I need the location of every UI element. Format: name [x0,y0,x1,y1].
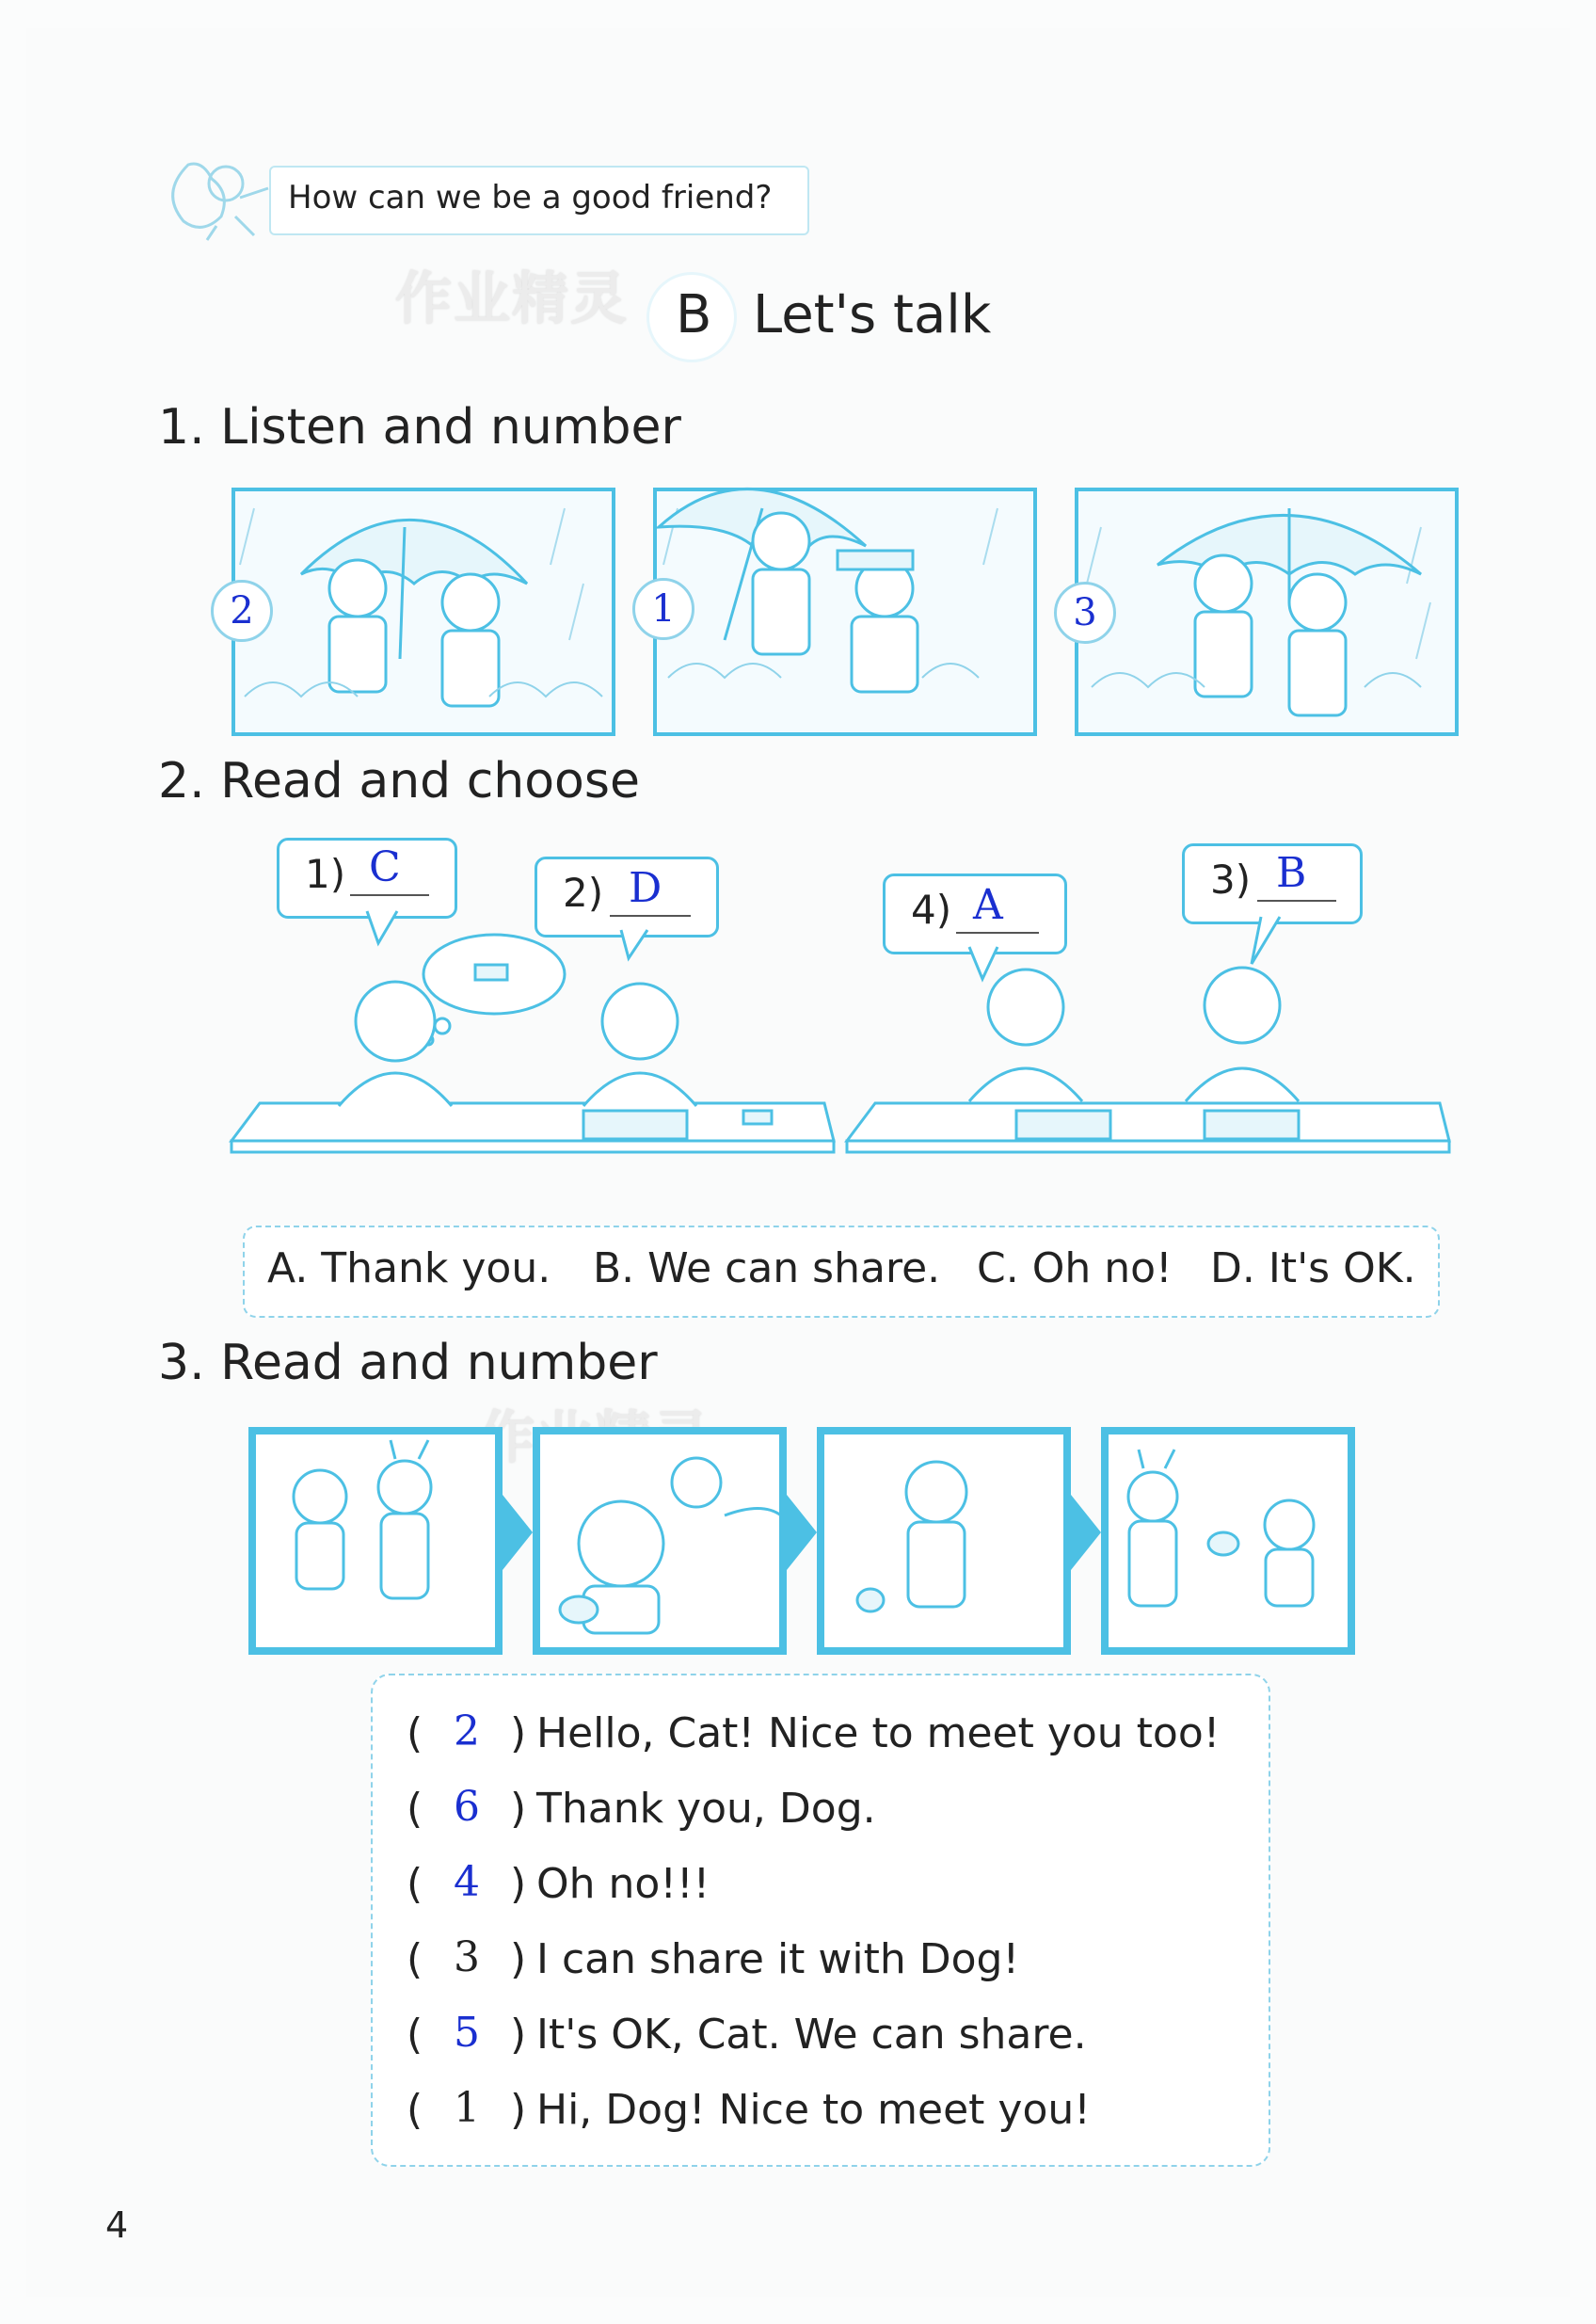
story-text-1: Hello, Cat! Nice to meet you too! [536,1709,1221,1757]
option-c: C. Oh no! [977,1244,1173,1292]
listen-picture-3 [1075,488,1459,736]
story-answer-3: 4 [454,1858,480,1906]
story-answer-4: 3 [454,1933,480,1981]
story-panel-2 [533,1427,787,1655]
answer-line-3 [956,932,1039,934]
story-answer-2: 6 [454,1783,480,1831]
bubble-number-3: 4) [911,887,952,933]
paren-open: ( [407,2086,423,2134]
part-title: Let's talk [753,284,992,345]
story-answer-5: 5 [454,2009,480,2057]
paren-close: ) [510,2086,527,2134]
bubble-answer-1: C [369,843,401,891]
answer-line-2 [610,915,691,917]
story-text-6: Hi, Dog! Nice to meet you! [536,2086,1091,2134]
bubble-number-4: 3) [1210,857,1252,903]
story-panel-3 [817,1427,1071,1655]
story-answer-1: 2 [454,1707,480,1755]
bubble-number-2: 2) [563,870,604,916]
story-panel-1 [248,1427,503,1655]
bubble-answer-4: B [1276,849,1307,897]
story-answer-6: 1 [454,2084,480,2132]
paren-close: ) [510,1935,527,1983]
paren-open: ( [407,1785,423,1833]
paren-open: ( [407,1860,423,1908]
story-text-5: It's OK, Cat. We can share. [536,2011,1087,2059]
paren-close: ) [510,1860,527,1908]
unit-question: How can we be a good friend? [288,179,773,216]
answer-line-1 [350,894,429,896]
option-b: B. We can share. [593,1244,941,1292]
answer-line-4 [1257,900,1336,902]
speech-bubble-1 [277,838,457,919]
paren-close: ) [510,1785,527,1833]
section1-heading: 1. Listen and number [158,399,681,456]
story-text-2: Thank you, Dog. [536,1785,876,1833]
section2-heading: 2. Read and choose [158,753,640,809]
bubble-number-1: 1) [305,851,346,897]
story-panel-4 [1101,1427,1355,1655]
paren-open: ( [407,1709,423,1757]
option-a: A. Thank you. [267,1244,551,1292]
bubble-answer-2: D [629,864,662,912]
paren-close: ) [510,1709,527,1757]
paren-close: ) [510,2011,527,2059]
arrow-icon [503,1495,533,1570]
arrow-icon [787,1495,817,1570]
story-text-4: I can share it with Dog! [536,1935,1020,1983]
paren-open: ( [407,1935,423,1983]
story-text-3: Oh no!!! [536,1860,710,1908]
speech-bubble-4 [1182,843,1363,924]
paren-open: ( [407,2011,423,2059]
listen-answer-2: 1 [632,578,694,640]
listen-answer-1: 2 [211,580,273,642]
bubble-answer-3: A [973,881,1003,929]
page-number: 4 [105,2204,129,2246]
section3-heading: 3. Read and number [158,1335,658,1391]
watermark: 作业精灵 [395,266,629,332]
listen-picture-2 [653,488,1037,736]
option-d: D. It's OK. [1210,1244,1416,1292]
arrow-icon [1071,1495,1101,1570]
part-letter: B [676,284,712,345]
listen-answer-3: 3 [1054,582,1116,644]
listen-picture-1 [231,488,615,736]
